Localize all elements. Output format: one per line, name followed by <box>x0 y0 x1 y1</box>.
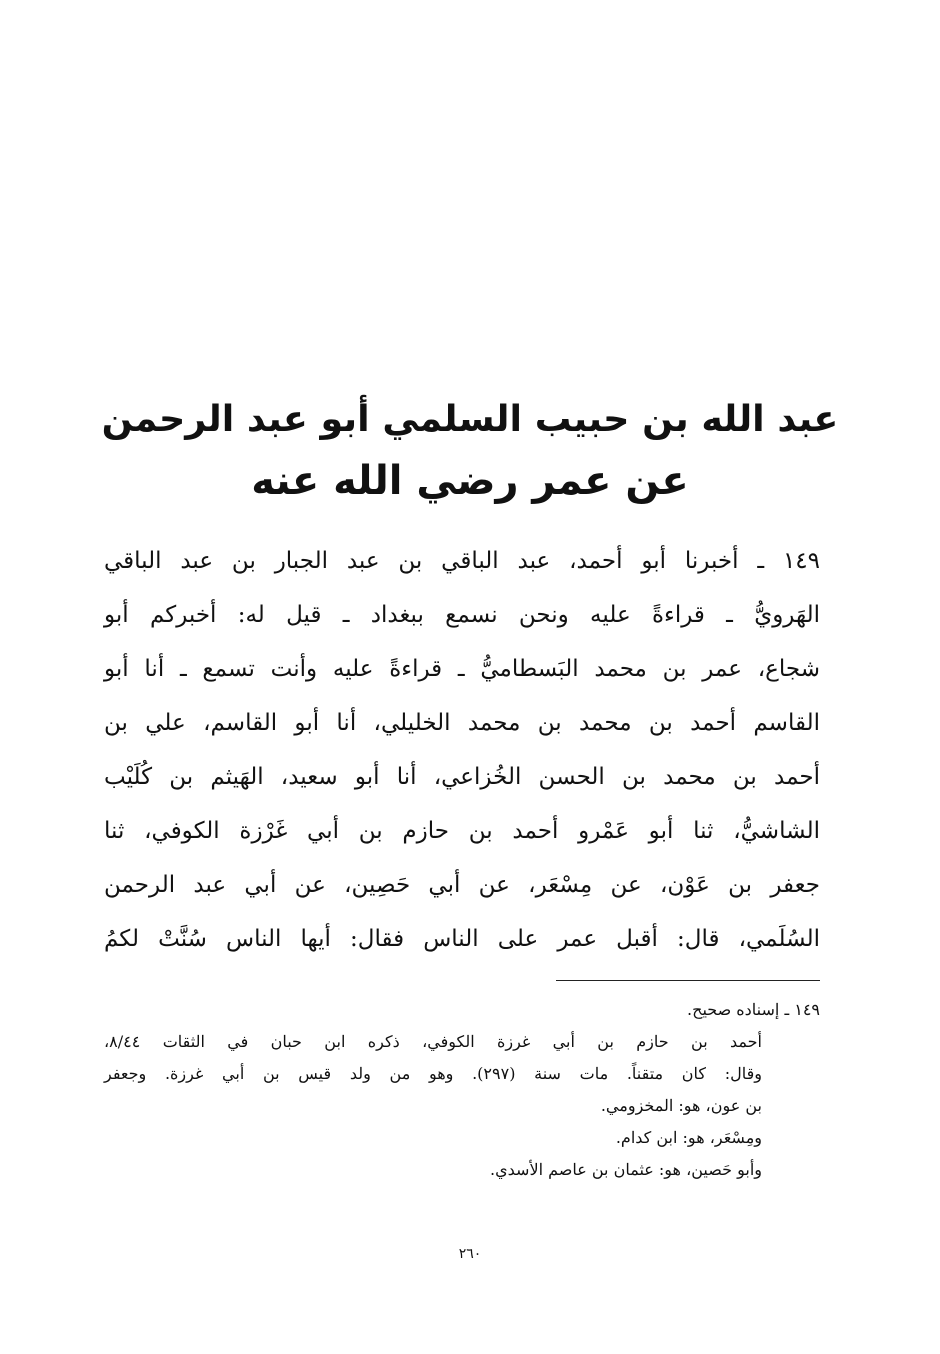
hadith-line: القاسم أحمد بن محمد بن محمد الخليلي، أنا أبو القاسم، علي بن <box>104 710 820 736</box>
footnote-line: ومِسْعَر، هو: ابن كدام. <box>615 1128 762 1147</box>
chapter-title <box>100 388 840 512</box>
footnote-divider <box>556 980 820 981</box>
page-number: ٢٦٠ <box>458 1246 482 1262</box>
hadith-line: أحمد بن محمد بن الحسن الخُزاعي، أنا أبو سعيد، الهَيثم بن كُلَيْب <box>104 764 820 790</box>
footnotes <box>104 994 820 1186</box>
hadith-line: الهَرويُّ ـ قراءةً عليه ونحن نسمع ببغداد ـ قيل له: أخبركم أبو <box>104 602 820 628</box>
hadith-line: جعفر بن عَوْن، عن مِسْعَر، عن أبي حَصِين، عن أبي عبد الرحمن <box>104 872 820 898</box>
hadith-line: ١٤٩ ـ أخبرنا أبو أحمد، عبد الباقي بن عبد الجبار بن عبد الباقي <box>104 548 820 574</box>
hadith-line: شجاع، عمر بن محمد البَسطاميُّ ـ قراءةً عليه وأنت تسمع ـ أنا أبو <box>104 656 820 682</box>
footnote-line: بن عون، هو: المخزومي. <box>600 1096 762 1115</box>
chapter-title-line-2: عن عمر رضي الله عنه <box>251 458 689 504</box>
hadith-text <box>104 534 820 966</box>
hadith-line: الشاشيُّ، ثنا أبو عَمْرو أحمد بن حازم بن أبي غَرْزة الكوفي، ثنا <box>104 818 820 844</box>
footnote-line: ١٤٩ ـ إسناده صحيح. <box>687 1000 820 1019</box>
footnote-line: وأبو حَصين، هو: عثمان بن عاصم الأسدي. <box>490 1160 762 1179</box>
hadith-line: السُلَمي، قال: أقبل عمر على الناس فقال: أيها الناس سُنَّتْ لكمُ <box>104 926 820 952</box>
footnote-line: وقال: كان متقناً. مات سنة (٢٩٧). وهو من ولد قيس بن أبي غرزة. وجعفر <box>104 1064 763 1083</box>
footnote-line: أحمد بن حازم بن أبي غرزة الكوفي، ذكره ابن حبان في الثقات ٨/٤٤، <box>104 1032 762 1051</box>
chapter-title-line-1: عبد الله بن حبيب السلمي أبو عبد الرحمن <box>101 397 839 440</box>
